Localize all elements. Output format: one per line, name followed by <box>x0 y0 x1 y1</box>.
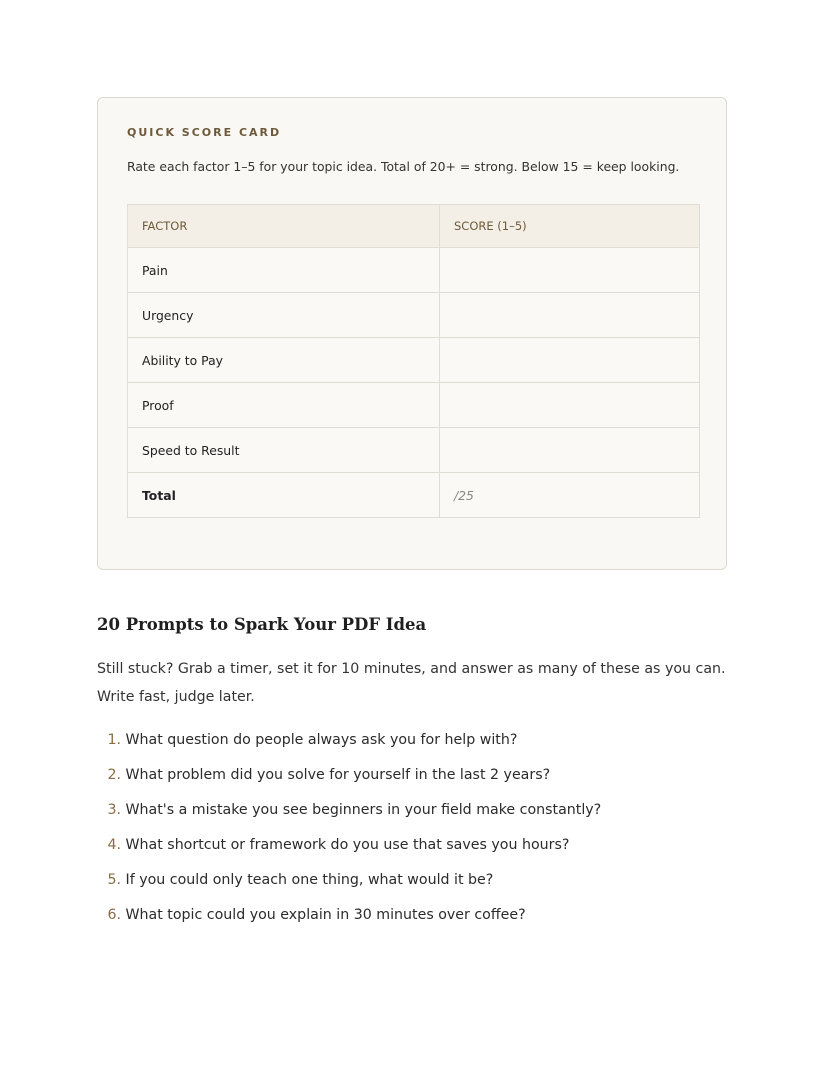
score-table-header-row <box>128 205 700 248</box>
score-table <box>127 204 700 518</box>
score-card-description: Rate each factor 1–5 for your topic idea. Total of 20+ = strong. Below 15 = keep looking. <box>127 159 680 174</box>
total-row <box>128 473 700 518</box>
score-cell[interactable] <box>440 428 700 473</box>
factor-cell: Pain <box>128 248 440 293</box>
list-item <box>97 833 601 868</box>
factor-column-header: FACTOR <box>128 205 440 248</box>
score-card <box>97 97 727 570</box>
score-card-kicker: QUICK SCORE CARD <box>127 126 282 139</box>
score-cell[interactable] <box>440 338 700 383</box>
factor-cell: Proof <box>128 383 440 428</box>
list-item <box>97 868 601 903</box>
score-column-header: SCORE (1–5) <box>440 205 700 248</box>
total-score: /25 <box>440 473 700 518</box>
list-number: 6. <box>107 907 121 923</box>
list-number: 3. <box>107 802 121 818</box>
list-text: What shortcut or framework do you use that saves you hours? <box>125 837 570 853</box>
factor-cell: Ability to Pay <box>128 338 440 383</box>
list-text: What problem did you solve for yourself in the last 2 years? <box>125 767 551 783</box>
total-label: Total <box>128 473 440 518</box>
list-item <box>97 903 601 938</box>
table-row <box>128 428 700 473</box>
section-title: 20 Prompts to Spark Your PDF Idea <box>97 615 427 634</box>
section-intro: Still stuck? Grab a timer, set it for 10 minutes, and answer as many of these as you can. Write fast, judge later. <box>97 661 726 705</box>
list-text: If you could only teach one thing, what would it be? <box>125 872 494 888</box>
table-row <box>128 248 700 293</box>
prompt-list <box>97 728 601 938</box>
list-item <box>97 763 601 798</box>
list-number: 2. <box>107 767 121 783</box>
factor-cell: Urgency <box>128 293 440 338</box>
table-row <box>128 383 700 428</box>
table-row <box>128 338 700 383</box>
list-text: What topic could you explain in 30 minutes over coffee? <box>125 907 526 923</box>
score-cell[interactable] <box>440 248 700 293</box>
list-item <box>97 798 601 833</box>
list-number: 4. <box>107 837 121 853</box>
factor-cell: Speed to Result <box>128 428 440 473</box>
list-text: What question do people always ask you for help with? <box>125 732 518 748</box>
list-number: 1. <box>107 732 121 748</box>
table-row <box>128 293 700 338</box>
list-item <box>97 728 601 763</box>
score-cell[interactable] <box>440 293 700 338</box>
list-number: 5. <box>107 872 121 888</box>
list-text: What's a mistake you see beginners in your field make constantly? <box>125 802 602 818</box>
score-cell[interactable] <box>440 383 700 428</box>
